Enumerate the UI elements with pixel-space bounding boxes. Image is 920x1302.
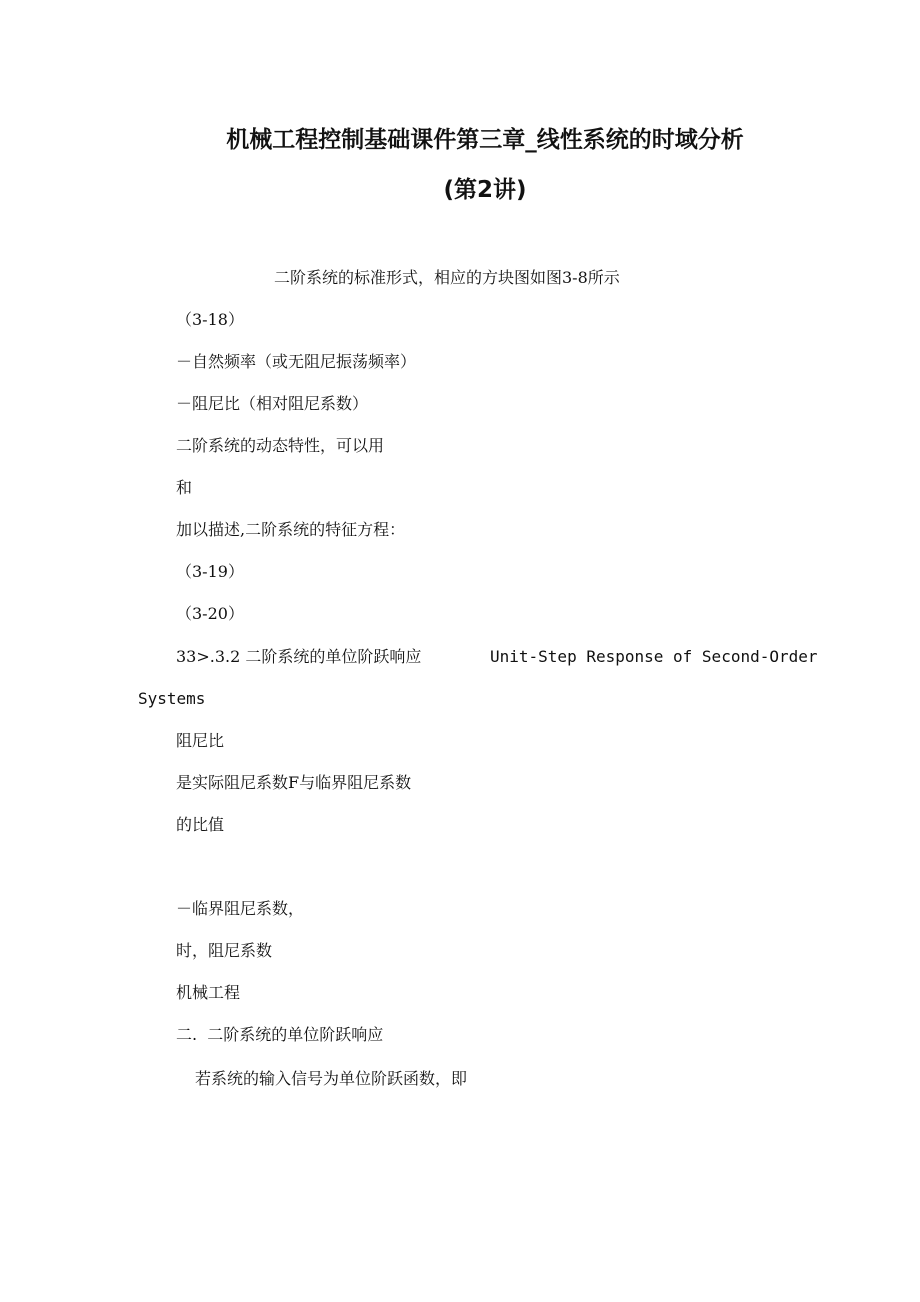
text-line: －临界阻尼系数， [176,899,305,918]
equation-number: （3-20） [176,604,244,623]
text-line: －阻尼比（相对阻尼系数） [176,394,369,413]
section-heading: 33>.3.2 二阶系统的单位阶跃响应 [176,647,422,666]
document-title: 机械工程控制基础课件第三章_线性系统的时域分析 [226,127,744,153]
text-line: 和 [176,478,193,497]
section-heading: 二. 二阶系统的单位阶跃响应 [176,1025,384,1044]
text-line: 是实际阻尼系数F与临界阻尼系数 [176,773,412,792]
text-line: 二阶系统的动态特性，可以用 [176,436,385,455]
text-line: 时，阻尼系数 [176,941,273,960]
document-subtitle: (第2讲) [443,177,527,203]
text-line: 若系统的输入信号为单位阶跃函数，即 [195,1069,468,1088]
equation-number: （3-19） [176,562,244,581]
equation-number: （3-18） [176,310,244,329]
text-line: 的比值 [176,815,225,834]
text-line: 机械工程 [176,983,241,1002]
section-heading-english-cont: Systems [138,689,206,708]
text-line: 二阶系统的标准形式，相应的方块图如图3-8所示 [274,268,620,287]
text-line: －自然频率（或无阻尼振荡频率） [176,352,417,371]
section-heading-english: Unit-Step Response of Second-Order [490,647,818,666]
text-line: 阻尼比 [176,731,225,750]
text-line: 加以描述,二阶系统的特征方程： [176,520,406,539]
